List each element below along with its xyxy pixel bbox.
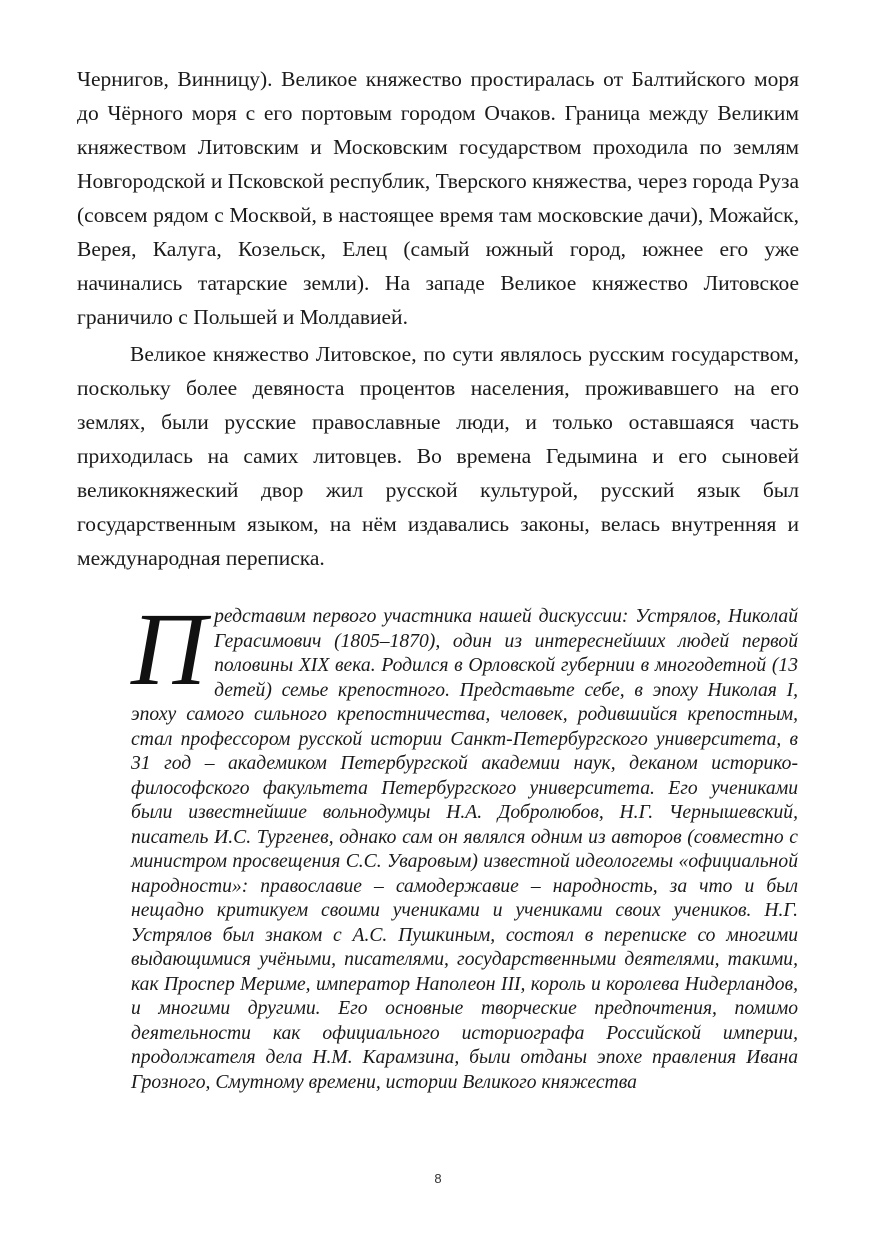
quote-text: редставим первого участника нашей дискуссии: Устрялов, Николай Герасимович (1805–1870), один из интереснейших людей первой половины XIX века. Родился в Орловской губернии в многодетной (13 детей) семье крепостного. Представьте себе, в эпоху Николая I, эпоху самого сильного крепостничества, человек, родившийся крепостным, стал профессором русской истории Санкт-Петербургского университета, в 31 год – академиком Петербургской академии наук, деканом историко-философского факультета Петербургского университета. Его учениками были известнейшие вольнодумцы Н.А. Добролюбов, Н.Г. Чернышевский, писатель И.С. Тургенев, однако сам он являлся одним из авторов (совместно с министром просвещения С.С. Уваровым) известной идеологемы «официальной народности»: православие – самодержавие – народность, за что и был нещадно критикуем своими учениками и учениками своих учеников. Н.Г. Устрялов был знаком с А.С. Пушкиным, состоял в переписке со многими выдающимися учёными, писателями, государственными деятелями, такими, как Проспер Мериме, император Наполеон III, король и королева Нидерландов, и многими другими. Его основные творческие предпочтения, помимо деятельности как официального историографа Российской империи, продолжателя дела Н.М. Карамзина, были отданы эпохе правления Ивана Грозного, Смутному времени, истории Великого княжества — [131, 606, 798, 1093]
main-text-block — [77, 62, 799, 575]
drop-cap: П — [131, 592, 207, 707]
quote-block — [131, 592, 798, 1095]
page-number: 8 — [434, 1171, 442, 1186]
paragraph-1: Чернигов, Винницу). Великое княжество простиралась от Балтийского моря до Чёрного моря с его портовым городом Очаков. Граница между Великим княжеством Литовским и Московским государством проходила по землям Новгородской и Псковской республик, Тверского княжества, через города Руза (совсем рядом с Москвой, в настоящее время там московские дачи), Можайск, Верея, Калуга, Козельск, Елец (самый южный город, южнее его уже начинались татарские земли). На западе Великое княжество Литовское граничило с Польшей и Молдавией. — [77, 67, 799, 329]
paragraph-2: Великое княжество Литовское, по сути являлось русским государством, поскольку более девяноста процентов населения, проживавшего на его землях, были русские православные люди, и только оставшаяся часть приходилась на самих литовцев. Во времена Гедымина и его сыновей великокняжеский двор жил русской культурой, русский язык был государственным языком, на нём издавались законы, велась внутренняя и международная переписка. — [77, 342, 799, 570]
quote-paragraph — [131, 592, 798, 1095]
